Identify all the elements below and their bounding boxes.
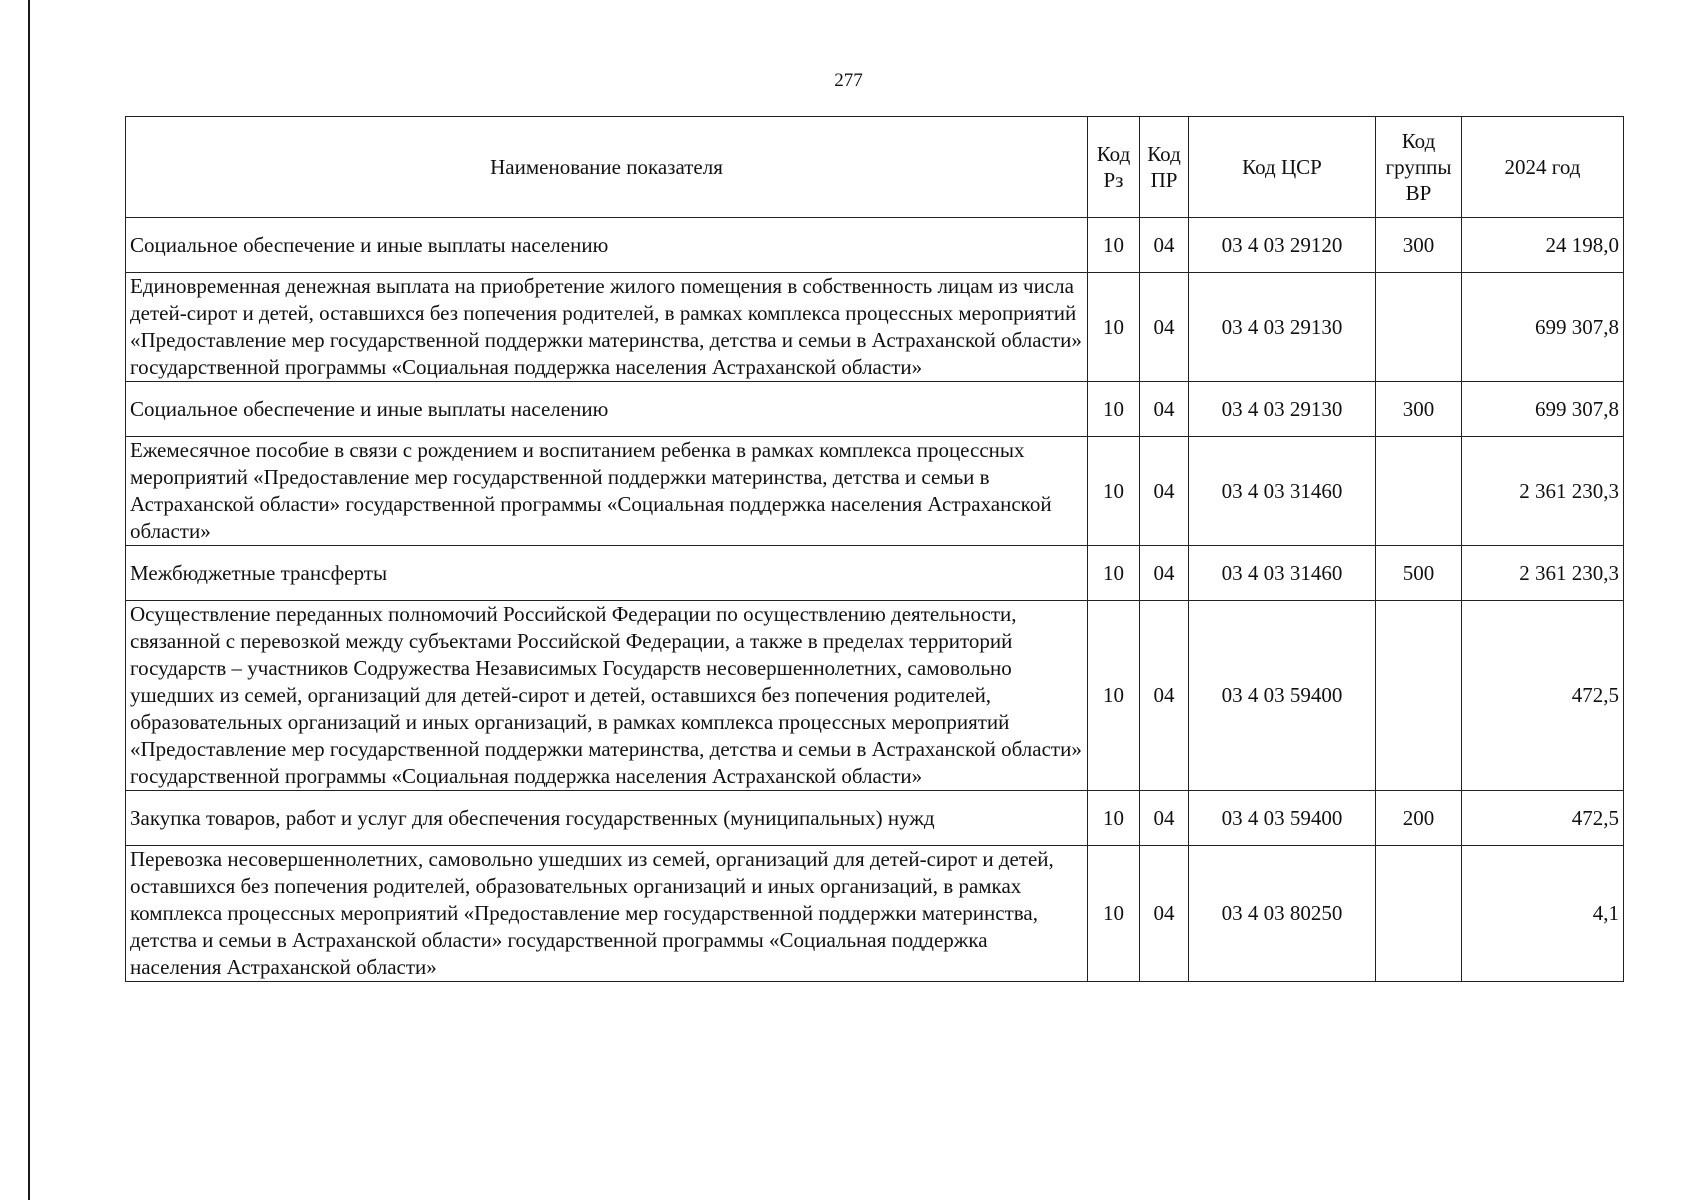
header-pr: Код ПР — [1140, 117, 1189, 218]
cell-rz: 10 — [1088, 846, 1140, 982]
cell-name: Единовременная денежная выплата на приобретение жилого помещения в собственность лицам из числа детей-сирот и детей, оставшихся без попечения родителей, в рамках комплекса процессных мероприятий «Предоставление мер государственной поддержки материнства, детства и семьи в Астраханской области» государственной программы «Социальная поддержка населения Астраханской области» — [126, 273, 1088, 382]
cell-amount: 699 307,8 — [1462, 273, 1624, 382]
cell-rz: 10 — [1088, 601, 1140, 791]
cell-vr: 500 — [1376, 546, 1462, 601]
table-row — [126, 382, 1624, 437]
cell-rz: 10 — [1088, 273, 1140, 382]
cell-csr: 03 4 03 31460 — [1189, 437, 1376, 546]
header-csr: Код ЦСР — [1189, 117, 1376, 218]
cell-csr: 03 4 03 80250 — [1189, 846, 1376, 982]
table-row — [126, 791, 1624, 846]
table-row — [126, 546, 1624, 601]
header-rz: Код Рз — [1088, 117, 1140, 218]
cell-csr: 03 4 03 59400 — [1189, 791, 1376, 846]
cell-pr: 04 — [1140, 437, 1189, 546]
table-body — [126, 218, 1624, 982]
cell-pr: 04 — [1140, 218, 1189, 273]
table-row — [126, 437, 1624, 546]
table-row — [126, 273, 1624, 382]
cell-amount: 472,5 — [1462, 791, 1624, 846]
header-row — [126, 117, 1624, 218]
table-row — [126, 846, 1624, 982]
cell-vr — [1376, 846, 1462, 982]
cell-amount: 2 361 230,3 — [1462, 546, 1624, 601]
cell-vr: 300 — [1376, 218, 1462, 273]
cell-pr: 04 — [1140, 546, 1189, 601]
cell-rz: 10 — [1088, 218, 1140, 273]
header-year: 2024 год — [1462, 117, 1624, 218]
cell-name: Социальное обеспечение и иные выплаты населению — [126, 218, 1088, 273]
table-row — [126, 601, 1624, 791]
cell-amount: 472,5 — [1462, 601, 1624, 791]
cell-name: Осуществление переданных полномочий Российской Федерации по осуществлению деятельности, связанной с перевозкой между субъектами Российской Федерации, а также в пределах территорий государств – участников Содружества Независимых Государств несовершеннолетних, самовольно ушедших из семей, организаций для детей-сирот и детей, оставшихся без попечения родителей, образовательных организаций и иных организаций, в рамках комплекса процессных мероприятий «Предоставление мер государственной поддержки материнства, детства и семьи в Астраханской области» государственной программы «Социальная поддержка населения Астраханской области» — [126, 601, 1088, 791]
cell-rz: 10 — [1088, 791, 1140, 846]
cell-pr: 04 — [1140, 846, 1189, 982]
header-vr: Код группы ВР — [1376, 117, 1462, 218]
table-row — [126, 218, 1624, 273]
cell-rz: 10 — [1088, 546, 1140, 601]
cell-name: Межбюджетные трансферты — [126, 546, 1088, 601]
table-header — [126, 117, 1624, 218]
cell-pr: 04 — [1140, 382, 1189, 437]
cell-vr: 300 — [1376, 382, 1462, 437]
page-number: 277 — [834, 70, 863, 91]
cell-vr — [1376, 273, 1462, 382]
cell-amount: 4,1 — [1462, 846, 1624, 982]
cell-name: Ежемесячное пособие в связи с рождением и воспитанием ребенка в рамках комплекса процессных мероприятий «Предоставление мер государственной поддержки материнства, детства и семьи в Астраханской области» государственной программы «Социальная поддержка населения Астраханской области» — [126, 437, 1088, 546]
cell-amount: 24 198,0 — [1462, 218, 1624, 273]
cell-name: Перевозка несовершеннолетних, самовольно ушедших из семей, организаций для детей-сирот и детей, оставшихся без попечения родителей, образовательных организаций и иных организаций, в рамках комплекса процессных мероприятий «Предоставление мер государственной поддержки материнства, детства и семьи в Астраханской области» государственной программы «Социальная поддержка населения Астраханской области» — [126, 846, 1088, 982]
cell-csr: 03 4 03 59400 — [1189, 601, 1376, 791]
budget-table — [125, 116, 1624, 982]
cell-name: Социальное обеспечение и иные выплаты населению — [126, 382, 1088, 437]
cell-name: Закупка товаров, работ и услуг для обеспечения государственных (муниципальных) нужд — [126, 791, 1088, 846]
cell-csr: 03 4 03 29130 — [1189, 273, 1376, 382]
cell-pr: 04 — [1140, 791, 1189, 846]
cell-vr — [1376, 601, 1462, 791]
cell-rz: 10 — [1088, 382, 1140, 437]
cell-pr: 04 — [1140, 601, 1189, 791]
cell-pr: 04 — [1140, 273, 1189, 382]
cell-vr — [1376, 437, 1462, 546]
cell-csr: 03 4 03 31460 — [1189, 546, 1376, 601]
header-name: Наименование показателя — [126, 117, 1088, 218]
cell-vr: 200 — [1376, 791, 1462, 846]
page-edge-line — [28, 0, 30, 1200]
cell-amount: 699 307,8 — [1462, 382, 1624, 437]
cell-csr: 03 4 03 29120 — [1189, 218, 1376, 273]
cell-rz: 10 — [1088, 437, 1140, 546]
cell-csr: 03 4 03 29130 — [1189, 382, 1376, 437]
cell-amount: 2 361 230,3 — [1462, 437, 1624, 546]
